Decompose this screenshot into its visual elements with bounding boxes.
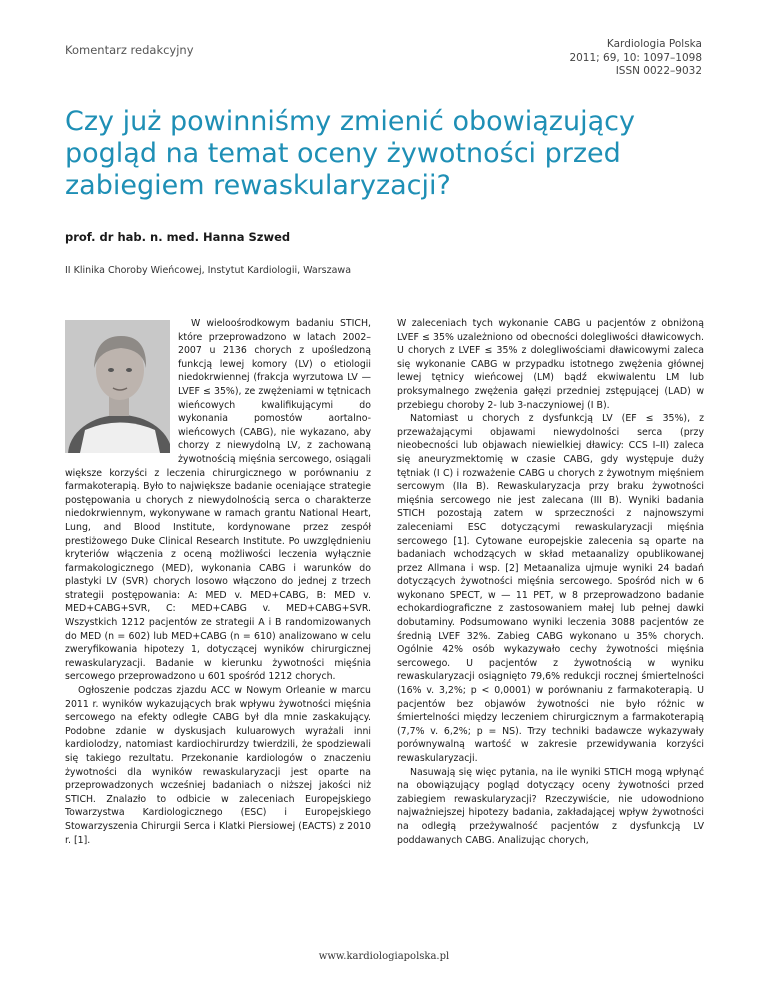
body-column-left <box>65 317 371 847</box>
left-paragraph-1: W wieloośrodkowym badaniu STICH, które przeprowadzono w latach 2002–2007 u 2136 chorych z upośledzoną funkcją lewej komory (LV) o etiologii niedokrwiennej (frakcja wyrzutowa LV — LVEF ≤ 35%), ze zwężeniami w tętnicach wieńcowych kwalifikującymi do wykonania pomostów aortalno-wieńcowych (CABG), nie wykazano, aby chorzy z niewydolną LV, z zachowaną żywotnością mięśnia sercowego, osiągali większe korzyści z leczenia chirurgicznego w porównaniu z farmakoterapią. Było to największe badanie oceniające strategie postępowania u chorych z niewydolnością serca o charakterze niedokrwiennym, wykonywane w ramach grantu National Heart, Lung, and Blood Institute, kordynowane przez zespół prestiżowego Duke Clinical Research Institute. Po uwzględnieniu kryteriów włączenia z oceną możliwości leczenia wyłącznie farmakologicznego (MED), wykonania CABG i warunków do plastyki LV (SVR) chorych losowo włączono do jednej z trzech strategii postępowania: A: MED v. MED+CABG, B: MED v. MED+CABG+SVR, C: MED+CABG v. MED+CABG+SVR. Wszystkich 1212 pacjentów ze strategii A i B randomizowanych do MED (n = 602) lub MED+CABG (n = 610) analizowano w celu zweryfikowania hipotezy 1, dotyczącej wyników chirurgicznej rewaskularyzacji. Badanie w kierunku żywotności mięśnia sercowego przeprowadzono u 601 spośród 1212 chorych. <box>65 318 371 683</box>
right-paragraph-2: Natomiast u chorych z dysfunkcją LV (EF ≤ 35%), z przeważającymi objawami niewydolności serca (przy nieobecności lub objawach niewielkiej dławicy: CCS I–II) zaleca się aneuryzmektomię w czasie CABG, gdy występuje duży tętniak (I C) i rozważenie CABG u chorych z żywotnym mięśniem sercowym (IIa B). Rewaskularyzacja przy braku żywotności mięśnia sercowego nie jest zalecana (III B). Wyniki badania STICH pozostają zatem w sprzeczności z najnowszymi zaleceniami ESC dotyczącymi rewaskularyzacji mięśnia sercowego [1]. Cytowane europejskie zalecenia są oparte na badaniach wchodzących w skład metaanalizy opublikowanej przez Allmana i wsp. [2] Metaanaliza ujmuje wyniki 24 badań dotyczących żywotności mięśnia sercowego. Spośród nich w 6 wykonano SPECT, w — 11 PET, w 8 przeprowadzono badanie echokardiograficzne z zastosowaniem małej lub pełnej dawki dobutaminy. Podsumowano wyniki leczenia 3088 pacjentów ze średnią LVEF 32%. Zabieg CABG wykonano u 35% chorych. Ogólnie 42% osób wykazywało cechy żywotności mięśnia sercowego. U pacjentów z żywotnością w wyniku rewaskularyzacji osiągnięto 79,6% redukcji rocznej śmiertelności (16% v. 3,2%; p < 0,0001) w porównaniu z farmakoterapią. U pacjentów bez objawów żywotności nie było różnic w śmiertelności między leczeniem chirurgicznym a farmakoterapią (7,7% v. 6,2%; p = NS). Trzy techniki badawcze wykazywały porównywalną wartość w zakresie przewidywania korzyści rewaskularyzacji. <box>397 413 704 764</box>
author-name: prof. dr hab. n. med. Hanna Szwed <box>65 230 291 244</box>
section-label: Komentarz redakcyjny <box>65 43 194 57</box>
author-affiliation: II Klinika Choroby Wieńcowej, Instytut Kardiologii, Warszawa <box>65 265 352 276</box>
journal-name: Kardiologia Polska <box>606 38 702 50</box>
right-paragraph-3: Nasuwają się więc pytania, na ile wyniki STICH mogą wpłynąć na obowiązujący pogląd dotyczący oceny żywotności przed zabiegiem rewaskularyzacji? Rzeczywiście, nie udowodniono najważniejszej hipotezy badania, zakładającej wpływ żywotności na odległą przeżywalność pacjentów z dysfunkcją LV poddawanych CABG. Analizując chorych, <box>397 766 704 846</box>
left-paragraph-2: Ogłoszenie podczas zjazdu ACC w Nowym Orleanie w marcu 2011 r. wyników wykazujących brak wpływu żywotności mięśnia sercowego na efekty odległe CABG był dla mnie zaskakujący. Podobne zdanie w dyskusjach kuluarowych wyrażali inni kardiolodzy, natomiast kardiochirurdzy twierdzili, że spodziewali się takiego rezultatu. Przekonanie kardiologów o znaczeniu żywotności dla wyników rewaskularyzacji jest oparte na przeprowadzonych wcześniej badaniach o niższej jakości niż STICH. Znalazło to odbicie w zaleceniach Europejskiego Towarzystwa Kardiologicznego (ESC) i Europejskiego Stowarzyszenia Chirurgii Serca i Klatki Piersiowej (EACTS) z 2010 r. [1]. <box>65 685 371 846</box>
journal-issue: 2011; 69, 10: 1097–1098 <box>569 51 702 64</box>
right-paragraph-1: W zaleceniach tych wykonanie CABG u pacjentów z obniżoną LVEF ≤ 35% uzależniono od obecności dolegliwości dławicowych. U chorych z LVEF ≤ 35% z dolegliwościami dławicowymi zaleca się wykonanie CABG w przypadku istotnego zwężenia głównej lewej tętnicy wieńcowej (LM) bądź ekwiwalentu LM lub proksymalnego zwężenia gałęzi przedniej zstępującej (LAD) w przebiegu choroby 2- lub 3-naczyniowej (I B). <box>397 318 704 411</box>
footer-url: www.kardiologiapolska.pl <box>318 951 450 962</box>
journal-info <box>569 38 702 79</box>
author-photo <box>65 320 170 453</box>
article-title: Czy już powinniśmy zmienić obowiązujący pogląd na temat oceny żywotności przed zabiegiem rewaskularyzacji? <box>65 106 635 201</box>
body-column-right <box>397 317 704 847</box>
journal-issn: ISSN 0022–9032 <box>615 65 702 77</box>
